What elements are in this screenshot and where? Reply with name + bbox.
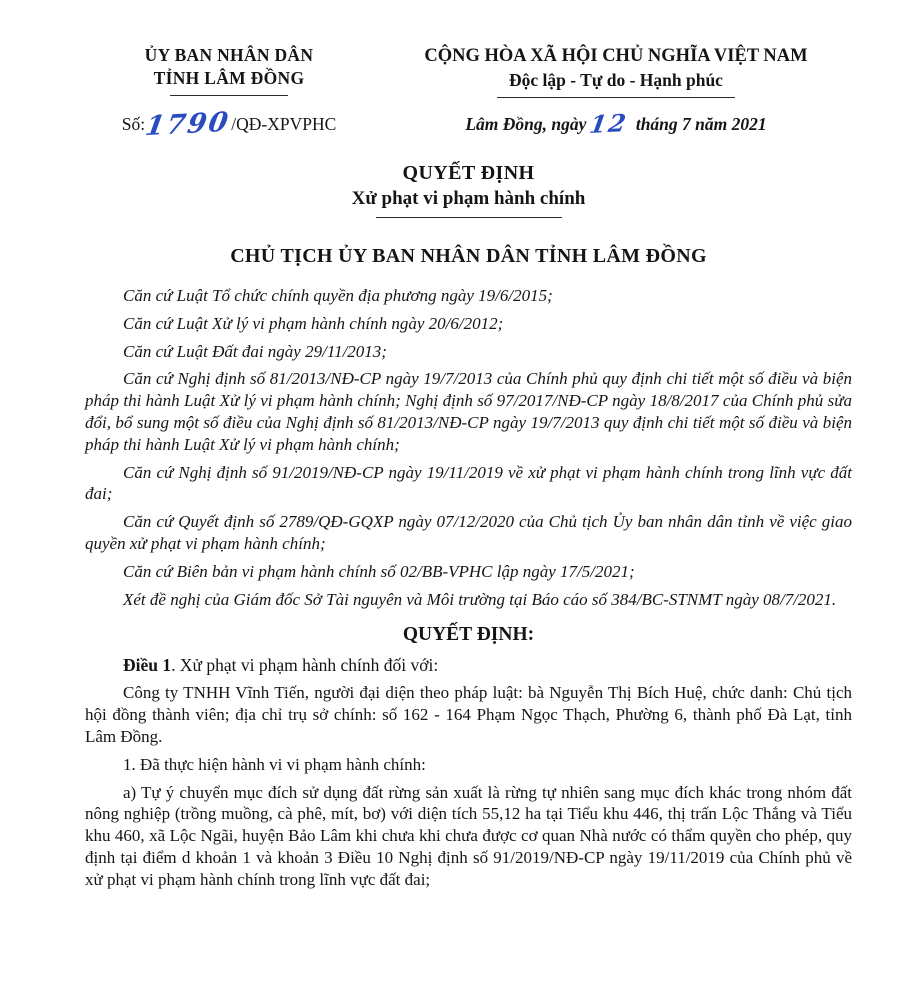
issuer-title: CHỦ TỊCH ỦY BAN NHÂN DÂN TỈNH LÂM ĐỒNG <box>230 245 707 267</box>
preamble-paragraph: Căn cứ Quyết định số 2789/QĐ-GQXP ngày 07/12/2020 của Chủ tịch Ủy ban nhân dân tỉnh về việc giao quyền xử phạt vi phạm hành chính; <box>85 512 852 553</box>
place-date-after-day: tháng 7 năm 2021 <box>635 114 767 134</box>
doc-number <box>93 106 365 143</box>
decision-heading: QUYẾT ĐỊNH: <box>402 624 535 646</box>
org-name-line1: ỦY BAN NHÂN DÂN <box>144 45 314 65</box>
national-motto-block <box>392 44 840 98</box>
national-motto: Độc lập - Tự do - Hạnh phúc <box>509 70 723 90</box>
place-date-line <box>392 108 840 139</box>
preamble-paragraph: Căn cứ Nghị định số 91/2019/NĐ-CP ngày 19/11/2019 về xử phạt vi phạm hành chính trong lĩnh vực đất đai; <box>85 462 852 504</box>
doc-number-prefix: Số: <box>121 114 146 134</box>
preamble-paragraph: Xét đề nghị của Giám đốc Sở Tài nguyên và Môi trường tại Báo cáo số 384/BC-STNMT ngày 08/7/2021. <box>123 589 837 609</box>
article-1-text: . Xử phạt vi phạm hành chính đối với: <box>171 655 439 676</box>
body-paragraph: 1. Đã thực hiện hành vi vi phạm hành chính: <box>123 754 426 774</box>
national-title: CỘNG HÒA XÃ HỘI CHỦ NGHĨA VIỆT NAM <box>424 46 808 66</box>
issuing-org-block <box>93 44 365 96</box>
place-date-before-day: Lâm Đồng, ngày <box>465 114 587 134</box>
doc-number-suffix: /QĐ-XPVPHC <box>231 114 337 134</box>
preamble-section <box>85 285 852 610</box>
body-paragraph: Công ty TNHH Vĩnh Tiến, người đại diện theo pháp luật: bà Nguyễn Thị Bích Huệ, chức danh: Chủ tịch hội đồng thành viên; địa chỉ trụ sở chính: số 162 - 164 Phạm Ngọc Thạch, Phường 6, thành phố Đà Lạt, tỉnh Lâm Đồng. <box>85 683 852 746</box>
document-header <box>85 44 852 98</box>
number-date-row <box>85 106 852 143</box>
body-section <box>85 682 852 890</box>
article-1-label: Điều 1 <box>123 655 172 676</box>
preamble-paragraph: Căn cứ Biên bản vi phạm hành chính số 02/BB-VPHC lập ngày 17/5/2021; <box>123 561 635 581</box>
motto-divider <box>497 97 735 98</box>
org-divider <box>170 95 288 96</box>
title-divider <box>376 217 562 218</box>
preamble-paragraph: Căn cứ Luật Xử lý vi phạm hành chính ngày 20/6/2012; <box>123 313 504 333</box>
preamble-paragraph: Căn cứ Luật Đất đai ngày 29/11/2013; <box>123 341 387 361</box>
article-1-line <box>85 654 852 676</box>
handwritten-day: 12 <box>588 108 631 139</box>
title-block <box>85 160 852 218</box>
org-name-line2: TỈNH LÂM ĐỒNG <box>153 68 305 88</box>
handwritten-doc-number: 1790 <box>143 106 233 143</box>
decision-title: QUYẾT ĐỊNH <box>402 162 535 184</box>
preamble-paragraph: Căn cứ Nghị định số 81/2013/NĐ-CP ngày 19/7/2013 của Chính phủ quy định chi tiết một số điều và biện pháp thi hành Luật Xử lý vi phạm hành chính; Nghị định số 97/2017/NĐ-CP ngày 18/8/2017 của Chính phủ sửa đổi, bổ sung một số điều của Nghị định số 81/2013/NĐ-CP ngày 19/7/2013 quy định chi tiết một số điều và biện pháp thi hành Luật Xử lý vi phạm hành chính; <box>85 369 852 454</box>
preamble-paragraph: Căn cứ Luật Tổ chức chính quyền địa phương ngày 19/6/2015; <box>123 286 553 305</box>
body-paragraph: a) Tự ý chuyển mục đích sử dụng đất rừng sản xuất là rừng tự nhiên sang mục đích khác trong nhóm đất nông nghiệp (trồng muồng, cà phê, mít, bơ) với diện tích 55,12 ha tại Tiểu khu 446, thị trấn Lộc Thắng và Tiểu khu 460, xã Lộc Ngãi, huyện Bảo Lâm khi chưa khi chưa được cơ quan Nhà nước có thẩm quyền cho phép, quy định tại điểm d khoản 1 và khoản 3 Điều 10 Nghị định số 91/2019/NĐ-CP ngày 19/11/2019 của Chính phủ về xử phạt vi phạm hành chính trong lĩnh vực đất đai; <box>85 782 852 889</box>
decision-subtitle: Xử phạt vi phạm hành chính <box>351 188 586 209</box>
